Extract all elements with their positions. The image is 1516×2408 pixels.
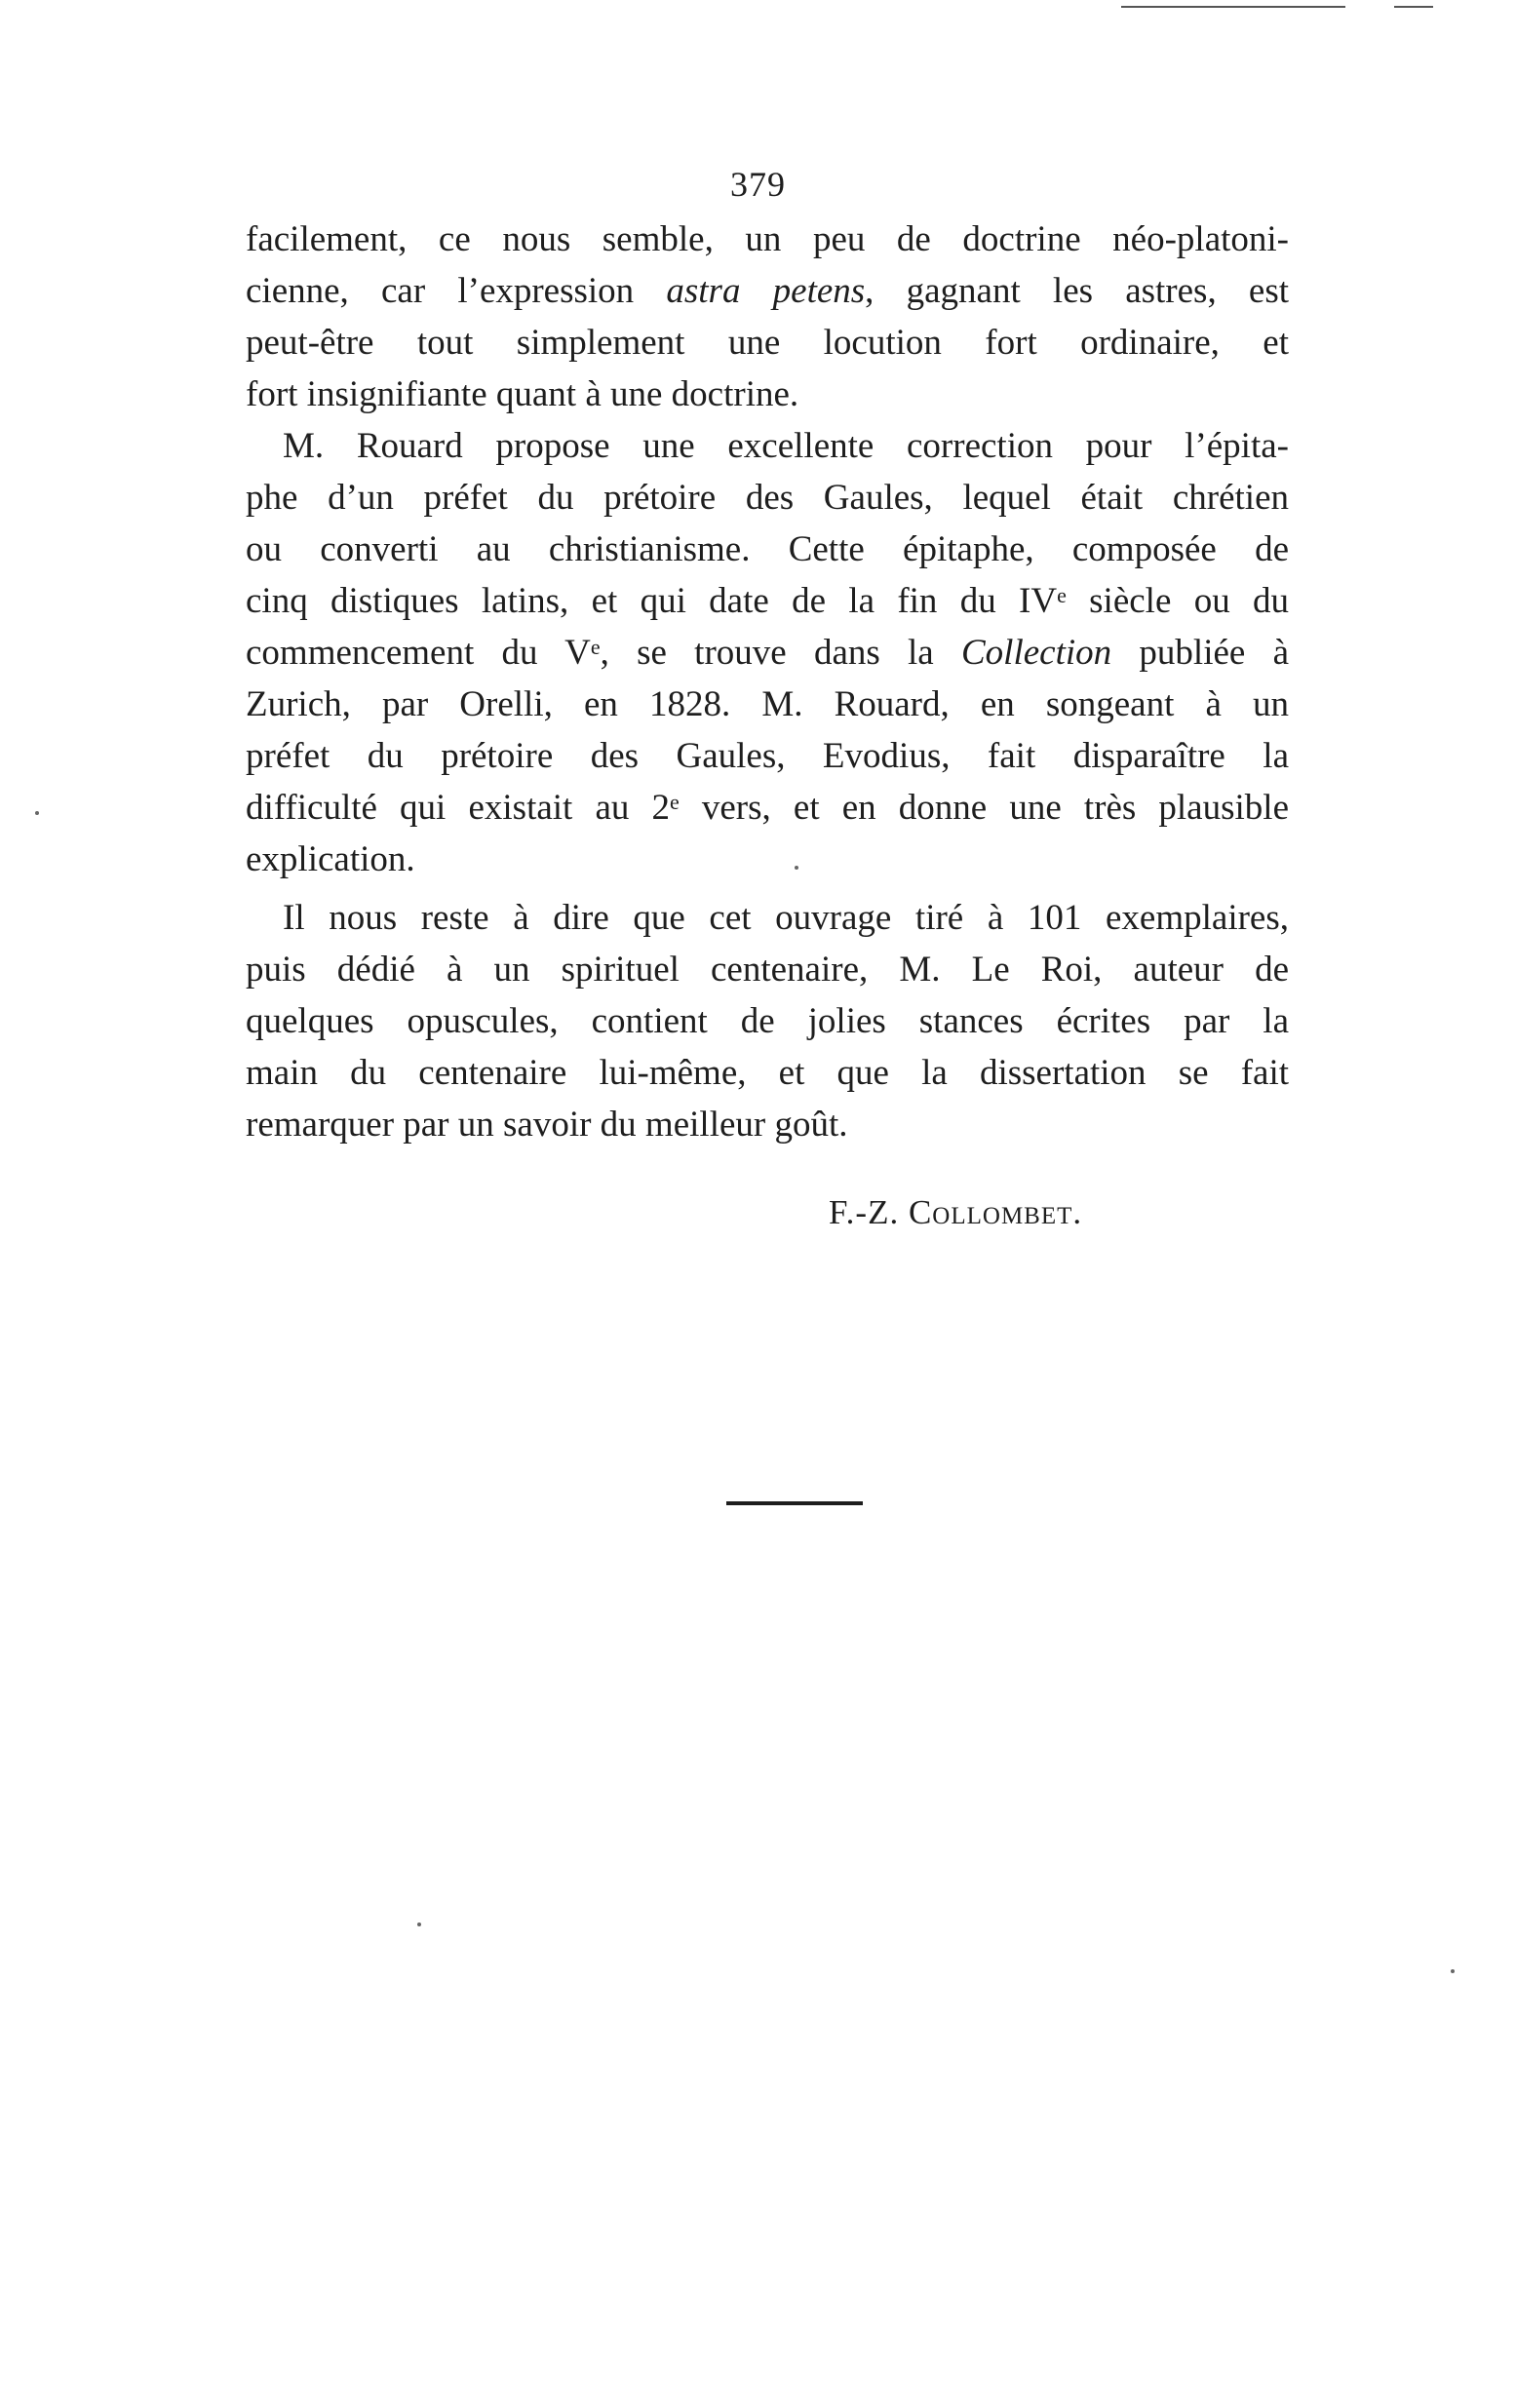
text-line: explication. (246, 839, 415, 879)
text-line: puis dédié à un spirituel centenaire, M. Le Roi, auteur de (246, 950, 1289, 990)
text-line: commencement du Ve, se trouve dans la Collection publiée à (246, 633, 1290, 673)
text-line: phe d’un préfet du prétoire des Gaules, lequel était chrétien (246, 478, 1289, 518)
scan-speck (35, 811, 39, 815)
text-line: quelques opuscules, contient de jolies stances écrites par la (246, 1001, 1289, 1041)
scan-edge-mark (1394, 6, 1433, 8)
text-line: préfet du prétoire des Gaules, Evodius, fait disparaître la (246, 736, 1289, 776)
italic-phrase: Collection (961, 633, 1112, 673)
text-line: cinq distiques latins, et qui date de la fin du IVe siècle ou du (246, 581, 1289, 621)
scan-speck (795, 866, 798, 870)
text-line: peut-être tout simplement une locution fort ordinaire, et (246, 323, 1289, 363)
page-number: 379 (730, 165, 786, 204)
text-line: ou converti au christianisme. Cette épitaphe, composée de (246, 529, 1289, 569)
text-line: Il nous reste à dire que cet ouvrage tiré à 101 exemplaires, (283, 898, 1289, 938)
scan-edge-mark (1121, 6, 1345, 8)
text-line: cienne, car l’expression astra petens, gagnant les astres, est (246, 271, 1289, 311)
text-line: M. Rouard propose une excellente correction pour l’épita- (283, 426, 1289, 466)
text-line: fort insignifiante quant à une doctrine. (246, 374, 799, 414)
closing-rule (726, 1501, 863, 1505)
text-line: Zurich, par Orelli, en 1828. M. Rouard, en songeant à un (246, 684, 1289, 724)
signature: F.-Z. Collombet. (829, 1193, 1083, 1231)
text-line: remarquer par un savoir du meilleur goût. (246, 1105, 848, 1145)
text-line: difficulté qui existait au 2e vers, et en donne une très plausible (246, 788, 1289, 828)
italic-phrase: astra petens (666, 271, 866, 311)
text-line: facilement, ce nous semble, un peu de doctrine néo-platoni- (246, 219, 1289, 259)
scan-speck (1451, 1969, 1455, 1973)
scan-speck (417, 1923, 421, 1926)
text-line: main du centenaire lui-même, et que la dissertation se fait (246, 1053, 1289, 1093)
